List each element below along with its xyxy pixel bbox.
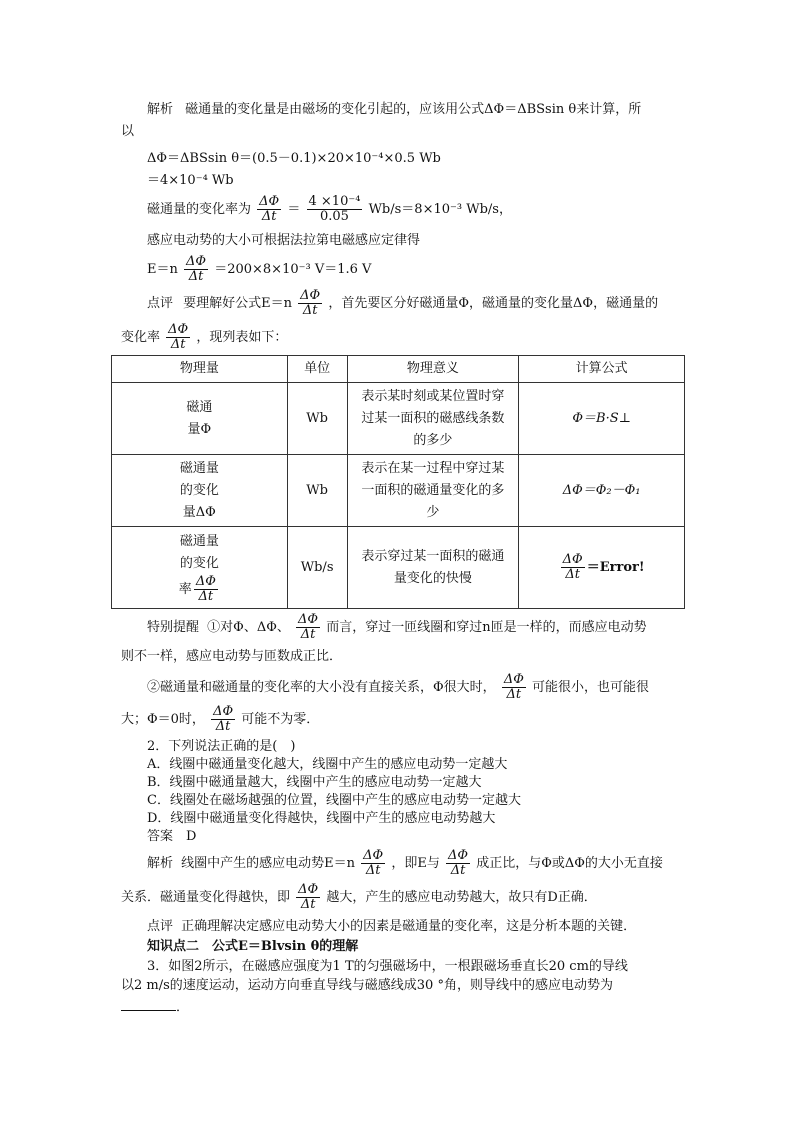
special-l3-post: 可能很小，也可能很 [532,680,650,695]
review-line-2 [121,322,287,354]
cell-line: 表示在某一过程中穿过某 [361,460,505,476]
fraction-denominator: Δt [170,337,186,352]
analysis-2-mid: ，即E与 [391,856,440,871]
cell-line: 少 [426,504,440,520]
table-cell-formula [519,527,685,609]
cell-line: 量Φ [187,421,212,437]
formula-line-3 [147,194,512,226]
table-cell-meaning [347,383,519,455]
fraction-denominator: Δt [300,897,316,912]
fraction-denominator: Δt [198,589,214,604]
table-cell-name [112,383,288,455]
analysis-2-line1 [147,848,663,880]
table-row [112,455,685,527]
table-header: 计算公式 [519,356,685,383]
table-cell-unit: Wb [287,455,347,527]
analysis-label: 解析 [147,856,174,871]
special-line-3 [147,672,649,704]
fraction-delta-phi-over-delta-t [446,849,470,878]
table-cell-meaning [347,527,519,609]
special-l4-post: 可能不为零． [241,712,320,727]
special-pre: ①对Φ、ΔΦ、 [207,620,290,635]
special-label: 特别提醒 [147,620,200,635]
fraction-numerator: ΔΦ [213,704,234,719]
table-cell-name [112,527,288,609]
table-row [112,527,685,609]
cell-line: 的变化 [179,482,219,498]
special-line-4 [121,704,319,736]
fraction-value [307,195,363,224]
fraction-delta-phi-over-delta-t [184,255,208,284]
fraction-delta-phi-over-delta-t [298,289,322,318]
fraction-delta-phi-over-delta-t [211,705,235,734]
question-3-line1: 3．如图2所示，在磁感应强度为1 T的匀强磁场中，一根跟磁场垂直长20 cm的导线 [147,959,628,974]
fraction-denominator: Δt [300,627,316,642]
analysis-text: 磁通量的变化量是由磁场的变化引起的，应该用公式ΔΦ＝ΔBSsin θ来计算，所 [185,102,642,117]
cell-line: 一面积的磁通量变化的多 [361,482,505,498]
special-line-1 [147,612,647,644]
review-2 [147,918,636,936]
review-rate-post: ，现列表如下： [196,330,288,345]
question-2-option-c: C．线圈处在磁场越强的位置，线圈中产生的感应电动势一定越大 [147,793,521,808]
table-row [112,383,685,455]
fraction-denominator: Δt [261,209,277,224]
fraction-delta-phi-over-delta-t [257,195,281,224]
cell-line: 表示穿过某一面积的磁通 [361,548,505,564]
table-header-row [112,356,685,383]
table-cell-formula: Φ＝B·S⊥ [519,383,685,455]
fraction-numerator: ΔΦ [195,574,216,589]
question-2-stem: 2．下列说法正确的是( ) [147,739,296,754]
review-line-1 [147,288,658,320]
knowledge-point-2-heading: 知识点二 公式E＝Blvsin θ的理解 [147,939,359,954]
analysis-1-line2: 以 [121,124,135,139]
fraction-delta-phi-over-delta-t [296,613,320,642]
cell-line [116,575,283,604]
fraction-delta-phi-over-delta-t [296,883,320,912]
analysis-2-l2-pre: 关系．磁通量变化得越快，即 [121,890,291,905]
cell-line: 磁通 [186,399,213,415]
fraction-denominator: Δt [565,567,580,582]
special-post: 而言，穿过一匝线圈和穿过n匝是一样的，而感应电动势 [326,620,647,635]
table-header: 物理意义 [347,356,519,383]
special-l3-pre: ②磁通量和磁通量的变化率的大小没有直接关系，Φ很大时， [147,680,496,695]
formula-line-4: 感应电动势的大小可根据法拉第电磁感应定律得 [147,233,421,248]
cell-line: 的多少 [413,432,453,448]
fraction-numerator: ΔΦ [298,612,319,627]
answer-blank[interactable] [121,996,176,1011]
emf-post: ＝200×8×10⁻³ V＝1.6 V [214,262,372,277]
fraction-denominator: Δt [365,863,381,878]
fraction-denominator: Δt [215,719,231,734]
fraction-denominator: 0.05 [319,209,349,224]
cell-line: 量变化的快慢 [393,570,472,586]
analysis-2-post: 成正比，与Φ或ΔΦ的大小无直接 [476,856,663,871]
fraction-numerator: ΔΦ [503,672,524,687]
table-cell-formula: ΔΦ＝Φ₂－Φ₁ [519,455,685,527]
rate-char: 率 [178,582,192,597]
analysis-label: 解析 [147,102,174,117]
review-pre: 要理解好公式E＝n [183,296,293,311]
error-text: ＝Error! [586,560,645,575]
comparison-table [111,355,685,609]
special-line-2: 则不一样，感应电动势与匝数成正比． [121,649,343,664]
rate-post: Wb/s＝8×10⁻³ Wb/s， [368,202,512,217]
fraction-delta-phi-over-delta-t [561,553,585,582]
fraction-numerator: ΔΦ [168,322,189,337]
question-3-line3 [121,996,189,1017]
fraction-denominator: Δt [302,303,318,318]
review-text: 正确理解决定感应电动势大小的因素是磁通量的变化率，这是分析本题的关键． [181,919,637,934]
fraction-numerator: ΔΦ [259,194,280,209]
question-2-answer: 答案 D [147,829,197,844]
review-post: ，首先要区分好磁通量Φ，磁通量的变化量ΔΦ，磁通量的 [328,296,659,311]
analysis-2-pre: 线圈中产生的感应电动势E＝n [181,856,356,871]
analysis-2-line2 [121,882,597,914]
review-rate-label: 变化率 [121,330,161,345]
cell-line: 的变化 [179,556,219,571]
cell-line: 磁通量 [179,460,219,476]
fraction-numerator: ΔΦ [562,552,583,567]
formula-line-1: ΔΦ＝ΔBSsin θ＝(0.5－0.1)×20×10⁻⁴×0.5 Wb [147,151,441,166]
fraction-delta-phi-over-delta-t [502,673,526,702]
rate-pre: 磁通量的变化率为 [147,202,252,217]
fraction-numerator: 4 ×10⁻⁴ [308,194,361,209]
fraction-numerator: ΔΦ [363,848,384,863]
cell-line: 磁通量 [179,534,219,549]
fraction-delta-phi-over-delta-t [361,849,385,878]
table-cell-meaning [347,455,519,527]
fraction-denominator: Δt [450,863,466,878]
formula-line-5 [147,254,371,286]
review-label: 点评 [147,296,174,311]
review-label: 点评 [147,919,174,934]
fraction-delta-phi-over-delta-t [194,575,218,604]
table-cell-unit: Wb/s [287,527,347,609]
table-header: 物理量 [112,356,288,383]
question-2-option-b: B．线圈中磁通量越大，线圈中产生的感应电动势一定越大 [147,775,482,790]
question-3-line2: 以2 m/s的速度运动，运动方向垂直导线与磁感线成30 °角，则导线中的感应电动势为 [121,978,613,993]
cell-line: 过某一面积的磁感线条数 [361,410,505,426]
fraction-denominator: Δt [506,687,522,702]
equals-sign: ＝ [287,202,301,217]
emf-pre: E＝n [147,262,178,277]
fraction-numerator: ΔΦ [300,288,321,303]
analysis-2-l2-post: 越大，产生的感应电动势越大，故只有D正确． [326,890,597,905]
table-header: 单位 [287,356,347,383]
table-cell-name [112,455,288,527]
cell-line: 量ΔΦ [182,504,216,520]
question-2-option-d: D．线圈中磁通量变化得越快，线圈中产生的感应电动势越大 [147,811,496,826]
fraction-denominator: Δt [188,269,204,284]
special-l4-pre: 大；Φ＝0时， [121,712,205,727]
question-3-period: ． [176,1000,190,1015]
question-2-option-a: A．线圈中磁通量变化越大，线圈中产生的感应电动势一定越大 [147,757,508,772]
fraction-numerator: ΔΦ [298,882,319,897]
fraction-numerator: ΔΦ [186,254,207,269]
table-cell-unit: Wb [287,383,347,455]
formula-line-2: ＝4×10⁻⁴ Wb [147,173,234,188]
cell-line: 表示某时刻或某位置时穿 [361,388,505,404]
analysis-1-line1 [147,101,641,119]
fraction-delta-phi-over-delta-t [166,323,190,352]
fraction-numerator: ΔΦ [448,848,469,863]
